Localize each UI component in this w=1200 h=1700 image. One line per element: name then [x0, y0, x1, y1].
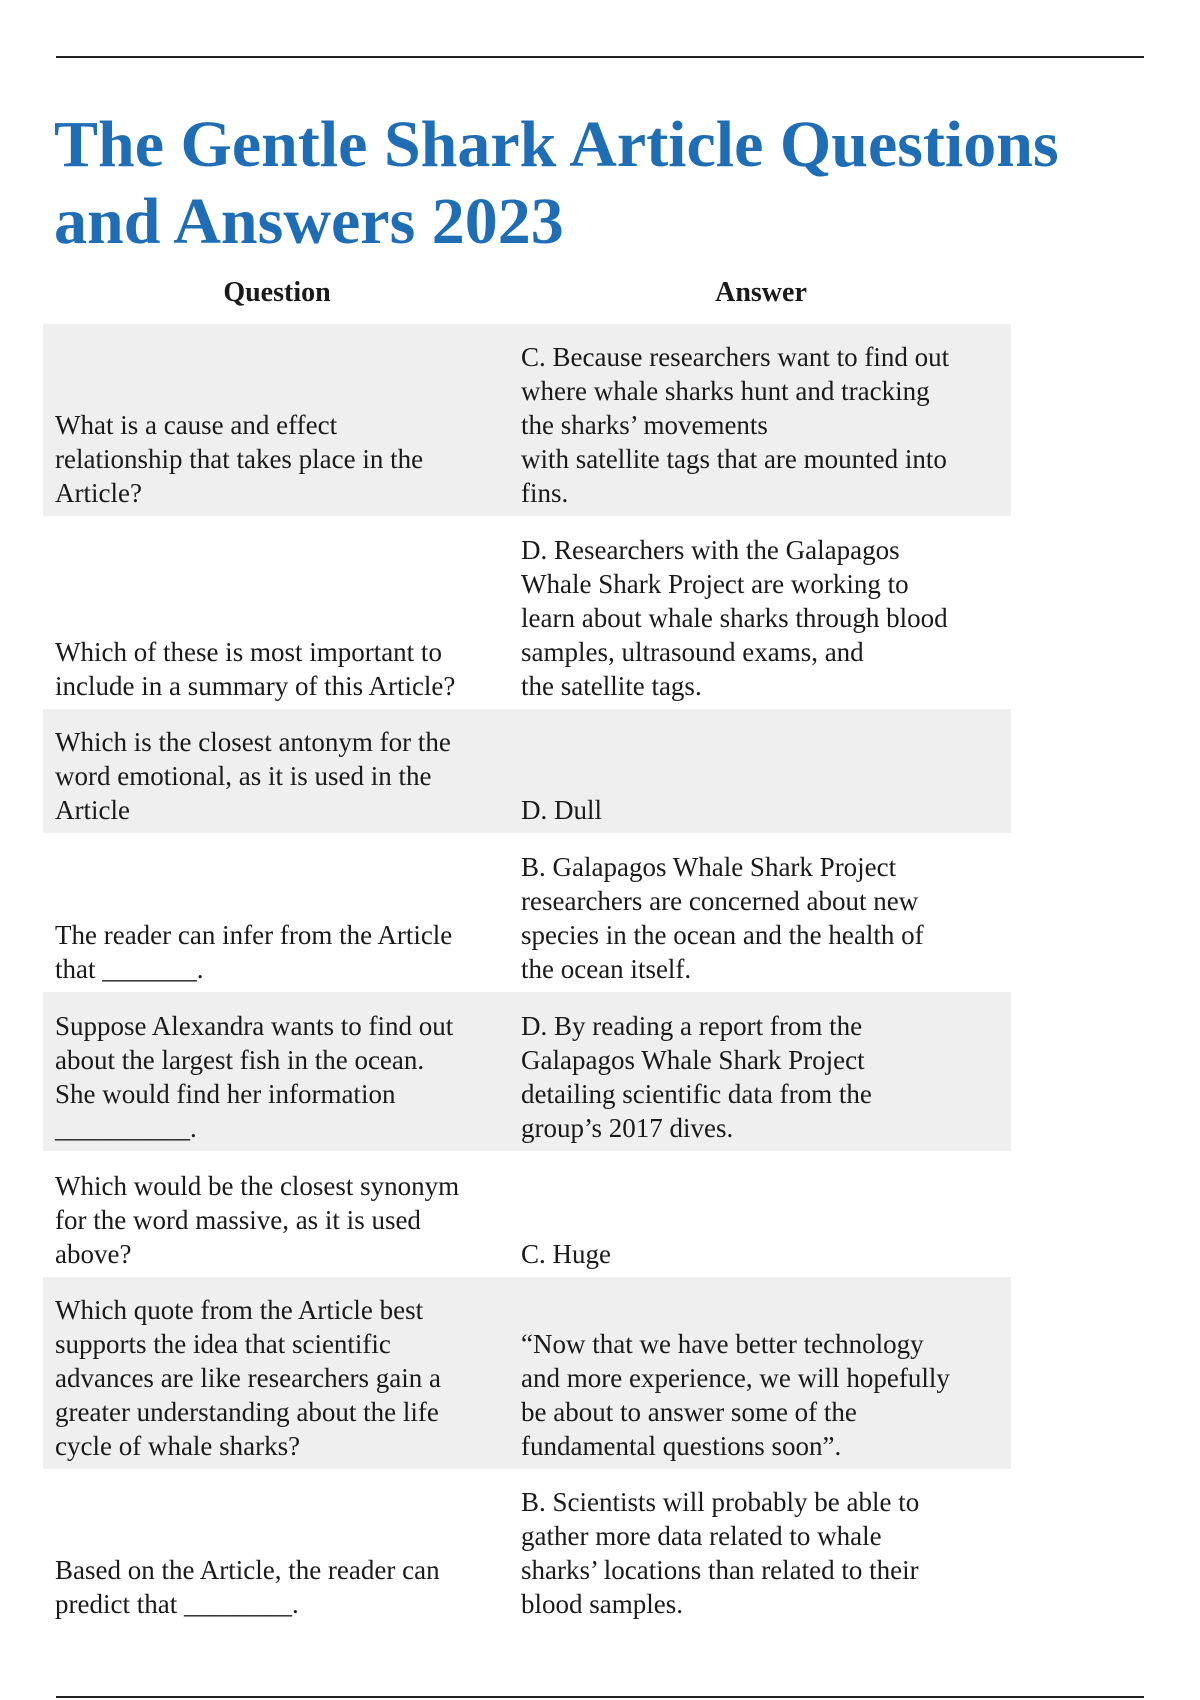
answer-column-header: Answer — [715, 277, 807, 308]
table-row — [43, 516, 1011, 709]
answer-cell: B. Scientists will probably be able to gather more data related to whale sharks’ locations than related to their blood samples. — [521, 1487, 920, 1619]
question-cell: Based on the Article, the reader can predict that ________. — [55, 1555, 440, 1619]
top-rule — [56, 56, 1144, 58]
answer-cell: D. By reading a report from the Galapagos Whale Shark Project detailing scientific data from the group’s 2017 dives. — [511, 992, 1011, 1151]
table-header-row — [43, 272, 1011, 324]
bottom-rule — [56, 1696, 1144, 1698]
answer-cell: C. Because researchers want to find out where whale sharks hunt and tracking the sharks’ movements with satellite tags that are mounted into fins. — [511, 324, 1011, 516]
question-cell: What is a cause and effect relationship that takes place in the Article? — [43, 324, 511, 516]
question-cell: Which quote from the Article best supports the idea that scientific advances are like researchers gain a greater understanding about the life cycle of whale sharks? — [43, 1277, 511, 1469]
table-row — [43, 709, 1011, 833]
question-cell: Which would be the closest synonym for the word massive, as it is used above? — [55, 1171, 460, 1269]
table-row — [43, 1277, 1011, 1469]
table-row — [43, 833, 1011, 992]
question-cell: Which is the closest antonym for the word emotional, as it is used in the Article — [43, 709, 511, 833]
question-cell: Which of these is most important to include in a summary of this Article? — [55, 637, 456, 701]
question-column-header: Question — [223, 277, 331, 308]
answer-cell: D. Researchers with the Galapagos Whale Shark Project are working to learn about whale sharks through blood samples, ultrasound exams, and the satellite tags. — [521, 535, 948, 701]
answer-cell: C. Huge — [521, 1239, 611, 1269]
answer-cell: “Now that we have better technology and more experience, we will hopefully be about to answer some of the fundamental questions soon”. — [511, 1277, 1011, 1469]
qa-table — [43, 272, 1011, 1627]
question-cell: Suppose Alexandra wants to find out about the largest fish in the ocean. She would find her information __________. — [43, 992, 511, 1151]
answer-cell: D. Dull — [511, 709, 1011, 833]
table-row — [43, 324, 1011, 516]
table-row — [43, 992, 1011, 1151]
table-row — [43, 1151, 1011, 1277]
table-row — [43, 1469, 1011, 1627]
answer-cell: B. Galapagos Whale Shark Project researchers are concerned about new species in the ocean and the health of the ocean itself. — [521, 852, 924, 984]
page-title: The Gentle Shark Article Questions and Answers 2023 — [54, 108, 1059, 258]
question-cell: The reader can infer from the Article that _______. — [55, 920, 453, 984]
